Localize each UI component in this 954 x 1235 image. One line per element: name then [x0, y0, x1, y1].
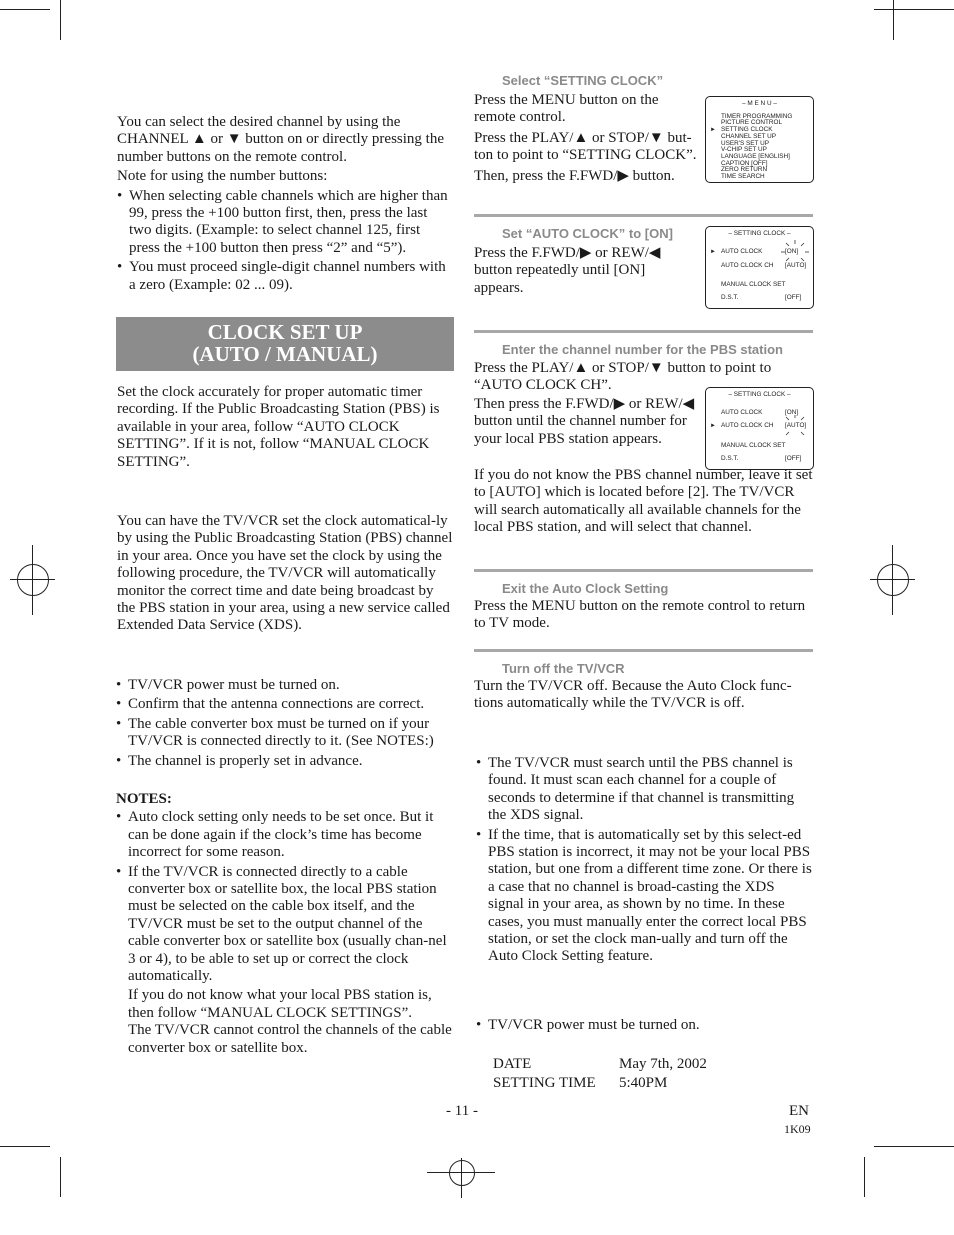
menu-title: – M E N U –	[742, 100, 777, 107]
example-row	[493, 1075, 813, 1094]
step1-heading: Select “SETTING CLOCK”	[502, 73, 664, 88]
auto-clock-ch-label: AUTO CLOCK CH	[721, 262, 774, 269]
clock-screen-2	[705, 387, 814, 470]
step1-p2: Press the PLAY/▲ or STOP/▼ but-ton to point to “SETTING CLOCK”.	[474, 129, 697, 164]
dst-label: D.S.T.	[721, 455, 739, 462]
note-label: Note for using the number buttons:	[117, 168, 328, 185]
prerequisites-list	[116, 677, 453, 770]
menu-item-selected: ► SETTING CLOCK	[706, 127, 813, 134]
auto-clock-label: AUTO CLOCK	[721, 409, 763, 416]
left-column-top	[117, 114, 453, 294]
step5-text: Turn the TV/VCR off. Because the Auto Clock func-tions automatically while the TV/VCR is off.	[474, 678, 792, 712]
menu-item: USER'S SET UP	[721, 139, 769, 147]
section-title	[116, 317, 454, 371]
crop-mark	[874, 1146, 954, 1147]
crop-mark	[60, 0, 61, 40]
auto-clock-value: [ON]	[785, 248, 799, 255]
right-notes-bullet: • If the time, that is automatically set by this select-ed PBS station is incorrect, it may not be your local PBS station, but one from a different time zone. Or there is a case that no channel is broad-casting the XDS signal in your area, as shown by no time. In these cases, you must manually enter the correct local PBS station, or set the clock man-ually and turn off the Auto Clock Setting feature.	[476, 827, 813, 966]
notes-extra: If you do not know what your local PBS station is, then follow “MANUAL CLOCK SETTINGS”.	[128, 987, 432, 1021]
clock-screen-title: – SETTING CLOCK –	[728, 230, 791, 237]
crop-mark	[893, 0, 894, 40]
step4-heading: Exit the Auto Clock Setting	[474, 569, 813, 596]
example-row	[493, 1056, 813, 1075]
crop-mark	[864, 1157, 865, 1197]
crop-mark	[60, 1157, 61, 1197]
date-value: May 7th, 2002	[619, 1056, 707, 1072]
menu-item: LANGUAGE [ENGLISH]	[721, 152, 790, 160]
crop-mark	[0, 1146, 50, 1147]
menu-item: TIMER PROGRAMMING	[721, 112, 793, 120]
clock-screen-title: – SETTING CLOCK –	[728, 391, 791, 398]
manual-clock-label: MANUAL CLOCK SET	[721, 442, 786, 449]
auto-clock-value: [ON]	[785, 409, 799, 416]
notes-bullet: • Auto clock setting only needs to be set once. But it can be done again if the clock’s time has become incorrect for some reason.	[116, 809, 454, 861]
doc-code: 1K09	[784, 1122, 811, 1136]
selection-arrow-icon: ►	[710, 423, 716, 429]
auto-clock-ch-label: AUTO CLOCK CH	[721, 422, 774, 429]
clock-intro: Set the clock accurately for proper automatic timer recording. If the Public Broadcasting Station (PBS) is available in your area, follow “AUTO CLOCK SETTING”. If it is not, follow “MANUAL CLOCK SETTING”.	[117, 384, 440, 470]
section-title-line2: (AUTO / MANUAL)	[192, 342, 378, 366]
menu-item: TIME SEARCH	[721, 173, 765, 181]
prereq-bullet: • The cable converter box must be turned on if your TV/VCR is connected directly to it. (See NOTES:)	[116, 716, 453, 751]
dst-value: [OFF]	[785, 455, 802, 462]
step3-heading: Enter the channel number for the PBS station	[474, 330, 813, 357]
auto-clock-label: AUTO CLOCK	[721, 248, 763, 255]
dst-value: [OFF]	[785, 294, 802, 301]
menu-item: V-CHIP SET UP	[721, 146, 767, 154]
step1-p1: Press the MENU button on the remote control.	[474, 92, 659, 126]
right-notes	[476, 755, 813, 966]
note-bullet: • You must proceed single-digit channel numbers with a zero (Example: 02 ... 09).	[117, 259, 453, 294]
notes-label: NOTES:	[116, 791, 172, 807]
step2-text: Press the F.FWD/▶ or REW/◀ button repeatedly until [ON] appears.	[474, 245, 661, 296]
registration-mark	[461, 1158, 462, 1198]
prereq-bullet: • The channel is properly set in advance.	[116, 753, 453, 770]
menu-item: ZERO RETURN	[721, 166, 768, 174]
registration-mark	[877, 564, 909, 596]
step3-p1: Press the PLAY/▲ or STOP/▼ button to point to “AUTO CLOCK CH”.	[474, 360, 772, 394]
language-label: EN	[789, 1103, 809, 1119]
blink-indicator-icon	[780, 414, 810, 438]
notes-bullet: • If the TV/VCR is connected directly to a cable converter box or satellite box, the local PBS station must be selected on the cable box itself, and the TV/VCR must be set to the output channel of the cable converter box or satellite box (usually chan-nel 3 or 4), to be able to set up or correct the clock automatically.	[116, 864, 454, 986]
crop-mark	[874, 9, 954, 10]
step4-text: Press the MENU button on the remote control to return to TV mode.	[474, 598, 806, 632]
menu-screen	[705, 96, 814, 183]
prereq-bullet: • Confirm that the antenna connections are correct.	[116, 696, 453, 713]
crop-mark	[0, 9, 50, 10]
step5-heading: Turn off the TV/VCR	[474, 649, 813, 676]
menu-item: CHANNEL SET UP	[721, 132, 777, 140]
step3-text-b: Then press the F.FWD/▶ or REW/◀ button until the channel number for your local PBS station appears.	[474, 396, 695, 447]
notes-block	[116, 791, 454, 1057]
step3-text-c: If you do not know the PBS channel number, leave it set to [AUTO] which is located before [2]. The TV/VCR will search automatically all available channels for the local PBS station, and will select that channel.	[474, 467, 813, 536]
auto-clock-ch-value: [AUTO]	[785, 422, 807, 429]
menu-item: CAPTION [OFF]	[721, 159, 768, 167]
registration-mark	[449, 1160, 475, 1186]
page-number: - 11 -	[446, 1103, 478, 1119]
right-notes-bullet: • The TV/VCR must search until the PBS channel is found. It must scan each channel for a couple of seconds to determine if that channel is transmitting the XDS signal.	[476, 755, 813, 825]
note-bullet: • When selecting cable channels which are higher than 99, press the +100 button first, then, press the last two digits. (Example: to select channel 125, first press the +100 button then press “2” and “5”).	[117, 188, 453, 258]
channel-intro: You can select the desired channel by using the CHANNEL ▲ or ▼ button on or directly pressing the number buttons on the remote control.	[117, 114, 445, 165]
prereq-bullet: • TV/VCR power must be turned on.	[116, 677, 453, 694]
manual-prereq-bullet: • TV/VCR power must be turned on.	[476, 1017, 825, 1034]
auto-clock-ch-value: [AUTO]	[785, 262, 807, 269]
step1-text	[474, 92, 699, 185]
section-title-line1: CLOCK SET UP	[207, 320, 363, 344]
step2-heading: Set “AUTO CLOCK” to [ON]	[474, 214, 813, 241]
step1-p3: Then, press the F.FWD/▶ button.	[474, 167, 675, 184]
time-value: 5:40PM	[619, 1075, 668, 1091]
menu-item: PICTURE CONTROL	[721, 119, 783, 127]
auto-clock-description: You can have the TV/VCR set the clock automatical-ly by using the Public Broadcasting Station (PBS) channel in your area. Once you have set the clock by using the following procedure, the TV/VCR will automatically monitor the correct time and date being broadcast by the PBS station in your area, using a new service called Extended Data Service (XDS).	[117, 513, 453, 634]
notes-extra: The TV/VCR cannot control the channels of the cable converter box or satellite box.	[128, 1022, 452, 1056]
dst-label: D.S.T.	[721, 294, 739, 301]
registration-mark	[17, 564, 49, 596]
selection-arrow-icon: ►	[710, 249, 716, 255]
manual-clock-label: MANUAL CLOCK SET	[721, 281, 786, 288]
registration-mark	[892, 545, 893, 615]
registration-mark	[32, 545, 33, 615]
clock-screen-1	[705, 226, 814, 309]
time-label: SETTING TIME	[493, 1075, 596, 1091]
example-table	[493, 1056, 813, 1094]
date-label: DATE	[493, 1056, 532, 1072]
